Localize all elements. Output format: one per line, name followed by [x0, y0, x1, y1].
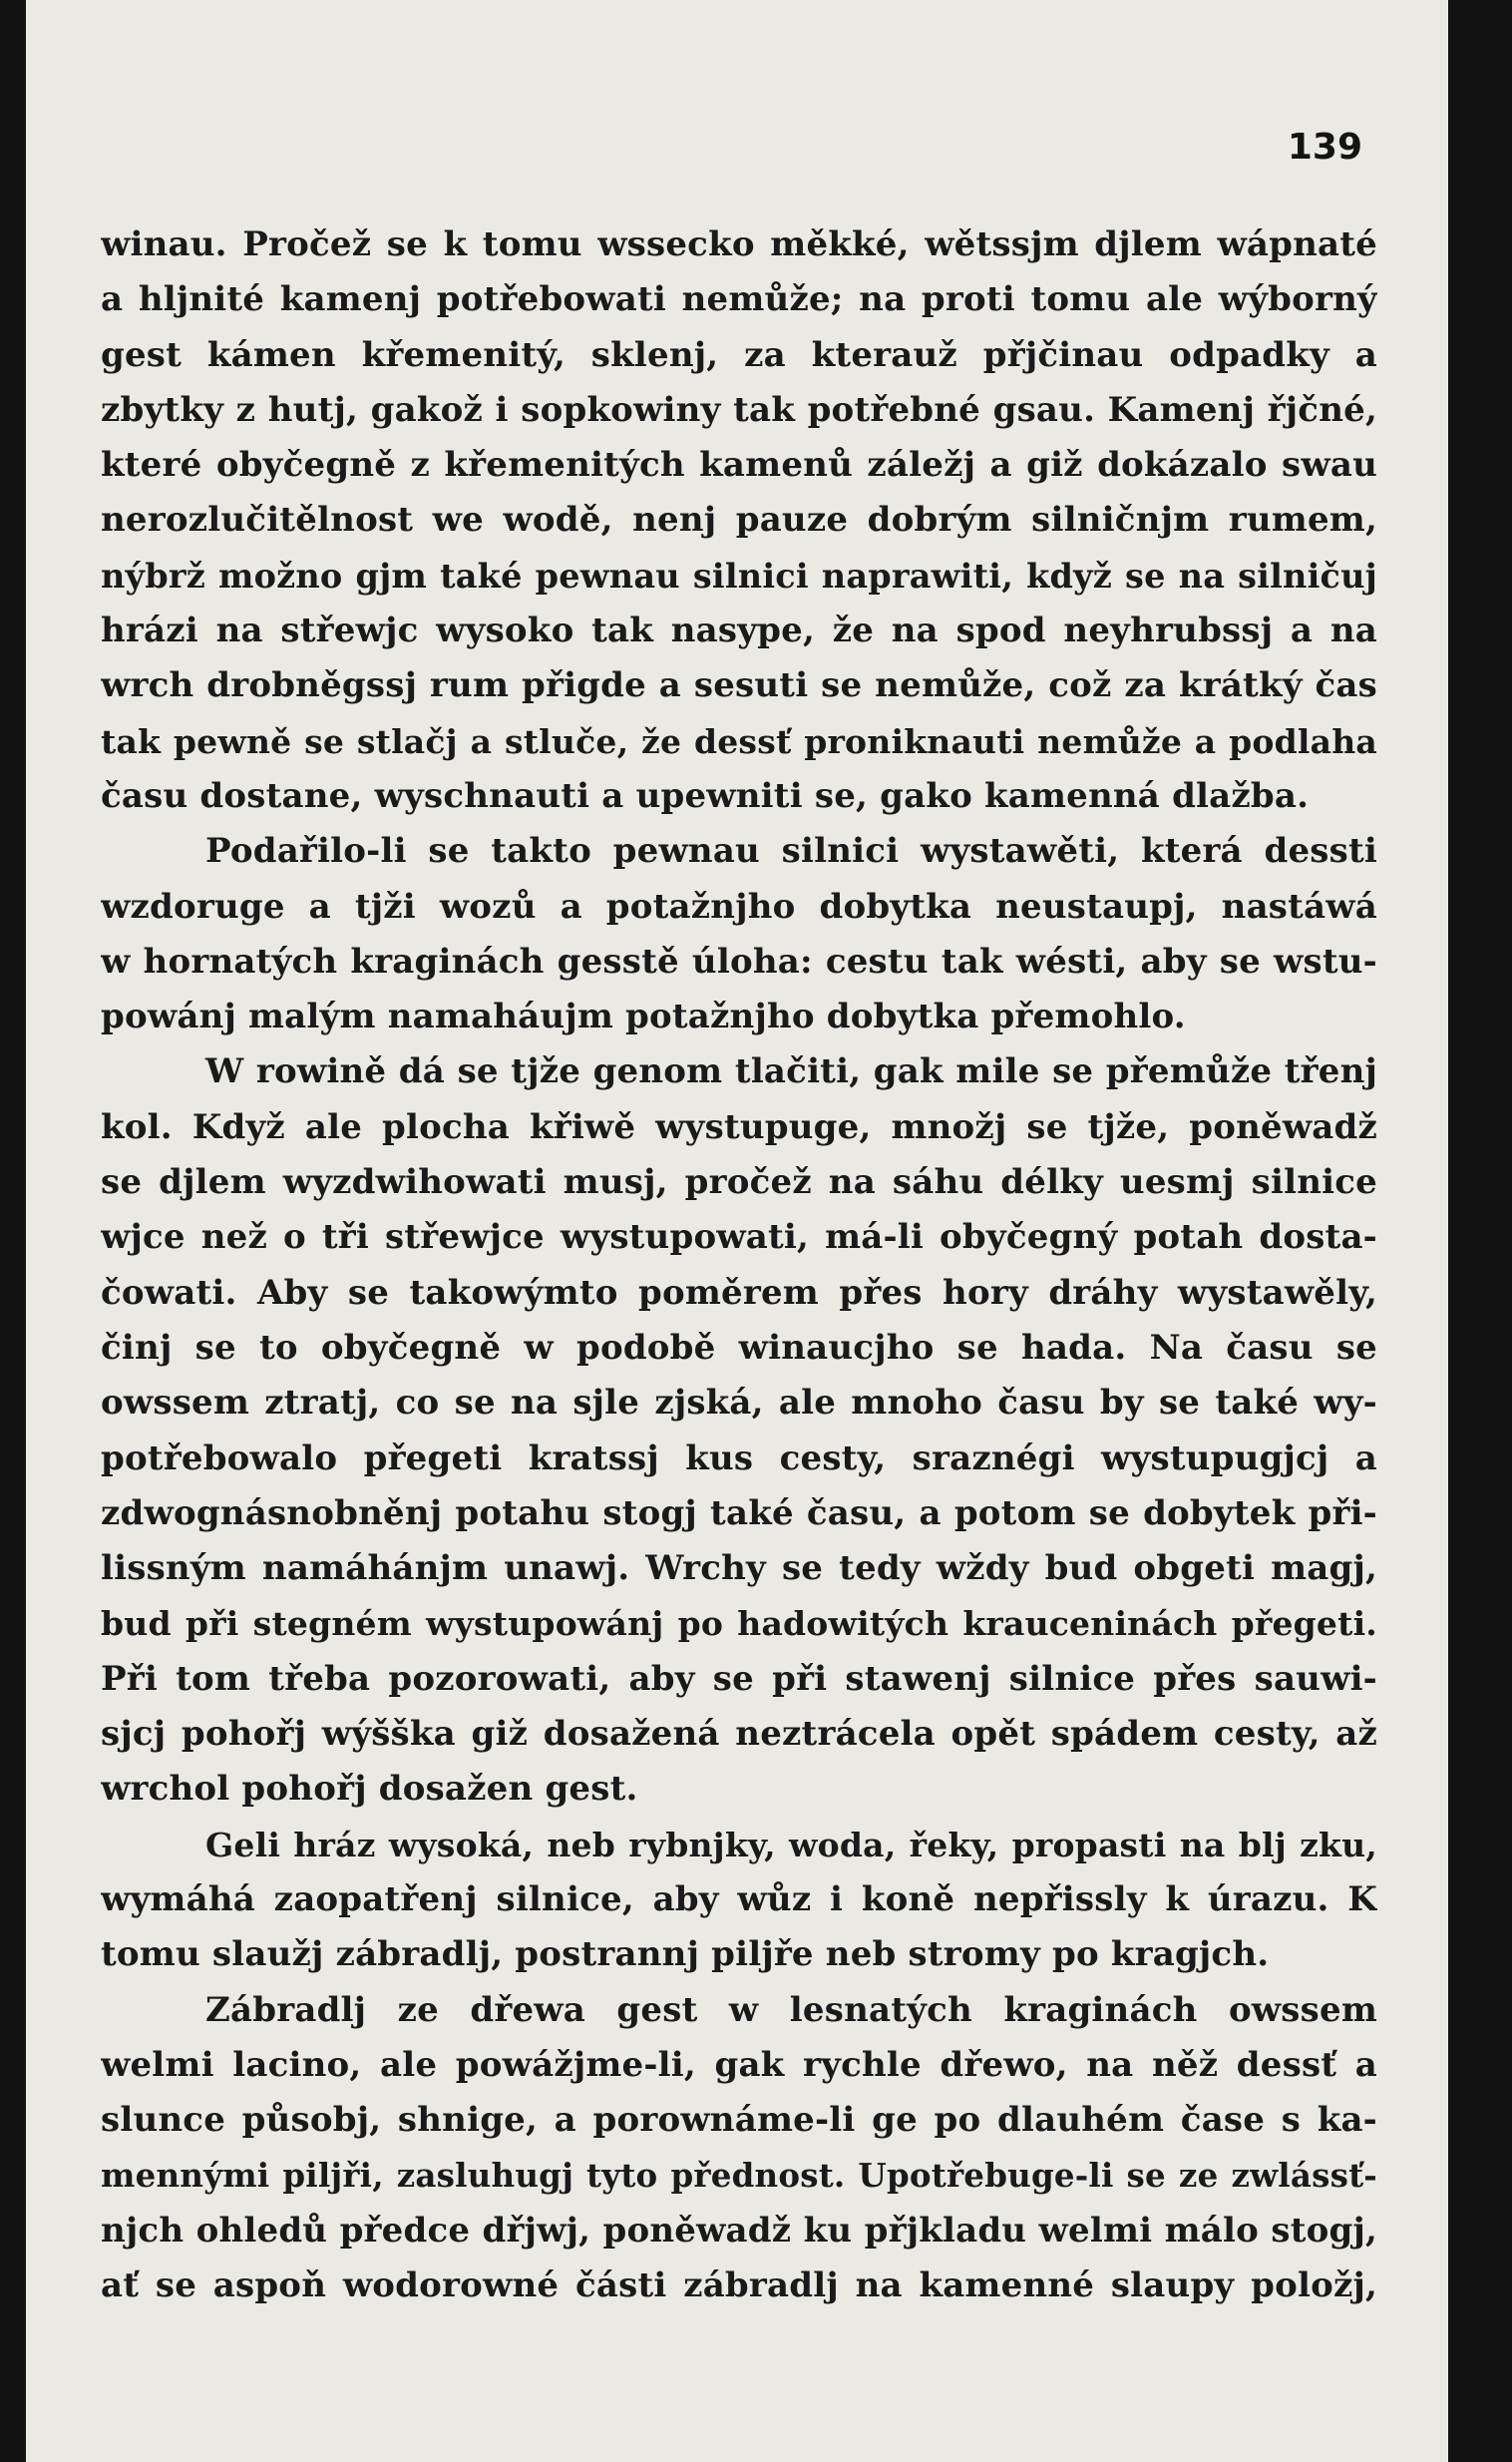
- text-line: potřebowalo přegeti kratssj kus cesty, sraznégi wystupugjcj a: [101, 1437, 1377, 1478]
- text-line: powánj malým namaháujm potažnjho dobytka přemohlo.: [101, 997, 1186, 1037]
- text-line: wjce než o tři střewjce wystupowati, má-li obyčegný potah dosta-: [101, 1217, 1377, 1258]
- text-line: winau. Pročež se k tomu wssecko měkké, wětssjm djlem wápnaté: [101, 224, 1377, 264]
- text-line: sjcj pohořj wýšška giž dosažená neztrácela opět spádem cesty, až: [101, 1714, 1377, 1755]
- text-line: hrázi na střewjc wysoko tak nasype, že na spod neyhrubssj a na: [101, 611, 1377, 651]
- text-line: nýbrž možno gjm také pewnau silnici naprawiti, když se na silničuj: [101, 556, 1377, 596]
- page-number: 139: [1287, 127, 1362, 168]
- text-line: w hornatých kraginách gesstě úloha: cestu tak wésti, aby se wstu-: [101, 941, 1377, 982]
- text-line: Podařilo-li se takto pewnau silnici wystawěti, která dessti: [205, 831, 1377, 872]
- book-page: [26, 0, 1448, 2462]
- text-line: wrchol pohořj dosažen gest.: [101, 1769, 638, 1810]
- text-line: zdwognásnobněnj potahu stogj také času, a potom se dobytek při-: [101, 1492, 1377, 1533]
- text-line: owssem ztratj, co se na sjle zjská, ale mnoho času by se také wy-: [101, 1383, 1377, 1424]
- text-line: gest kámen křemenitý, sklenj, za kterauž přjčinau odpadky a: [101, 334, 1377, 375]
- text-line: mennými piljři, zasluhugj tyto přednost. Upotřebuge-li se ze zwlássť-: [101, 2156, 1377, 2196]
- text-line: čowati. Aby se takowýmto poměrem přes hory dráhy wystawěly,: [101, 1272, 1377, 1313]
- text-line: wrch drobněgssj rum přigde a sesuti se nemůže, což za krátký čas: [101, 665, 1377, 706]
- text-line: bud při stegném wystupowánj po hadowitých krauceninách přegeti.: [101, 1604, 1377, 1644]
- text-line: slunce působj, shnige, a porownáme-li ge po dlauhém čase s ka-: [101, 2100, 1377, 2141]
- text-line: a hljnité kamenj potřebowati nemůže; na proti tomu ale wýborný: [101, 279, 1377, 320]
- text-line: zbytky z hutj, gakož i sopkowiny tak potřebné gsau. Kamenj řjčné,: [101, 389, 1377, 430]
- text-line: činj se to obyčegně w podobě winaucjho se hada. Na času se: [101, 1327, 1377, 1368]
- text-line: tak pewně se stlačj a stluče, že dessť proniknauti nemůže a podlaha: [101, 721, 1377, 761]
- text-line: njch ohledů předce dřjwj, poněwadž ku přjkladu welmi málo stogj,: [101, 2210, 1377, 2251]
- text-line: Geli hráz wysoká, neb rybnjky, woda, řeky, propasti na blj zku,: [205, 1825, 1377, 1864]
- text-line: času dostane, wyschnauti a upewniti se, gako kamenná dlažba.: [101, 775, 1310, 816]
- text-line: wymáhá zaopatřenj silnice, aby wůz i koně nepřissly k úrazu. K: [101, 1878, 1377, 1919]
- text-line: nerozlučitělnost we wodě, nenj pauze dobrým silničnjm rumem,: [101, 500, 1377, 541]
- text-line: lissným namáhánjm unawj. Wrchy se tedy wždy bud obgeti magj,: [101, 1548, 1377, 1589]
- text-line: tomu slaužj zábradlj, postrannj piljře neb stromy po kragjch.: [101, 1934, 1270, 1975]
- text-line: wzdoruge a tjži wozů a potažnjho dobytka neustaupj, nastáwá: [101, 886, 1377, 927]
- text-line: Zábradlj ze dřewa gest w lesnatých kraginách owssem: [205, 1989, 1377, 2030]
- text-line: ať se aspoň wodorowné části zábradlj na kamenné slaupy položj,: [101, 2264, 1377, 2305]
- text-line: které obyčegně z křemenitých kamenů záležj a giž dokázalo swau: [101, 445, 1377, 486]
- text-line: welmi lacino, ale powážjme-li, gak rychle dřewo, na něž dessť a: [101, 2044, 1377, 2085]
- text-line: W rowině dá se tjže genom tlačiti, gak mile se přemůže třenj: [205, 1051, 1377, 1092]
- text-line: se djlem wyzdwihowati musj, pročež na sáhu délky uesmj silnice: [101, 1162, 1377, 1203]
- text-line: kol. Když ale plocha křiwě wystupuge, množj se tjže, poněwadž: [101, 1106, 1377, 1147]
- body-text: [101, 217, 1377, 2313]
- text-line: Při tom třeba pozorowati, aby se při stawenj silnice přes sauwi-: [101, 1658, 1377, 1699]
